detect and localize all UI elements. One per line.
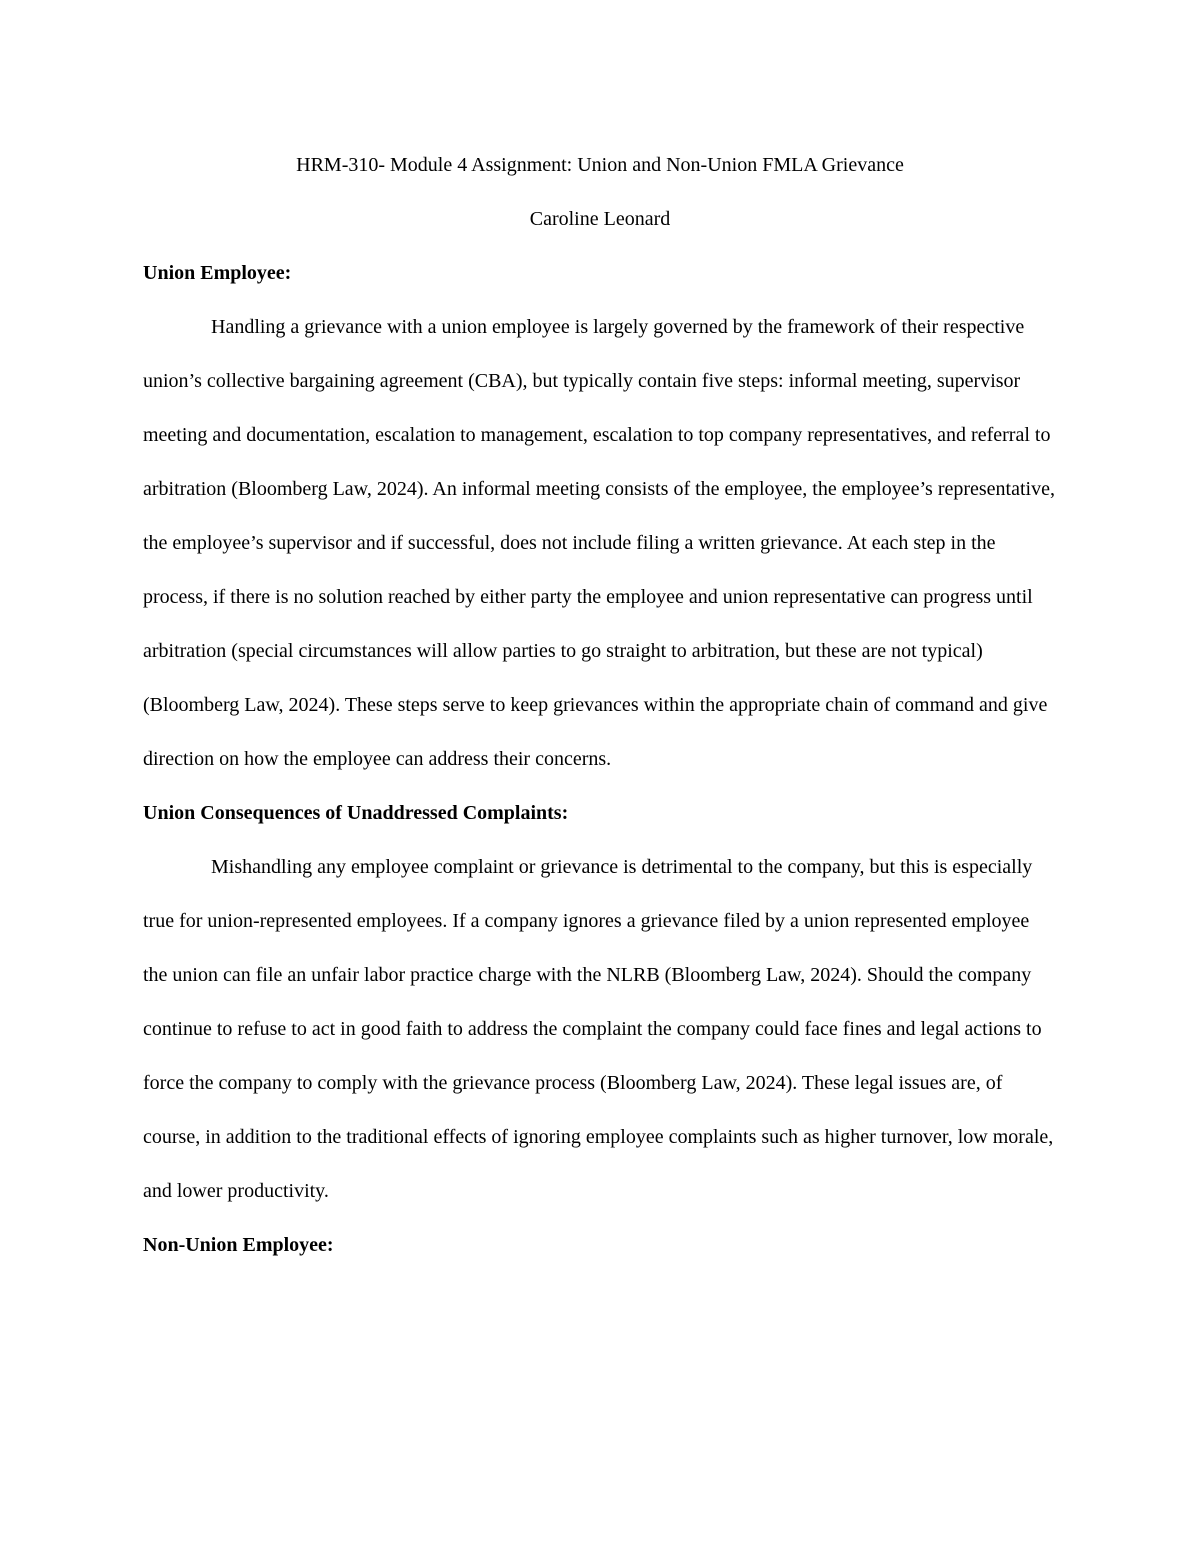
section-heading-union-employee: Union Employee: <box>143 262 292 284</box>
section-heading-union-consequences: Union Consequences of Unaddressed Complaints: <box>143 802 569 824</box>
document-body <box>143 138 1057 1272</box>
paragraph-union-consequences: Mishandling any employee complaint or grievance is detrimental to the company, but this is especially true for union-represented employees. If a company ignores a grievance filed by a union represented employee the union can file an unfair labor practice charge with the NLRB (Bloomberg Law, 2024). Should the company continue to refuse to act in good faith to address the complaint the company could face fines and legal actions to force the company to comply with the grievance process (Bloomberg Law, 2024). These legal issues are, of course, in addition to the traditional effects of ignoring employee complaints such as higher turnover, low morale, and lower productivity. <box>143 856 1054 1202</box>
paragraph-union-employee: Handling a grievance with a union employee is largely governed by the framework of their respective union’s collective bargaining agreement (CBA), but typically contain five steps: informal meeting, supervisor meeting and documentation, escalation to management, escalation to top company representatives, and referral to arbitration (Bloomberg Law, 2024). An informal meeting consists of the employee, the employee’s representative, the employee’s supervisor and if successful, does not include filing a written grievance. At each step in the process, if there is no solution reached by either party the employee and union representative can progress until arbitration (special circumstances will allow parties to go straight to arbitration, but these are not typical) (Bloomberg Law, 2024). These steps serve to keep grievances within the appropriate chain of command and give direction on how the employee can address their concerns. <box>143 316 1055 770</box>
document-title: HRM-310- Module 4 Assignment: Union and Non-Union FMLA Grievance <box>296 154 904 176</box>
author-name: Caroline Leonard <box>529 208 671 230</box>
section-heading-non-union-employee: Non-Union Employee: <box>143 1234 334 1256</box>
